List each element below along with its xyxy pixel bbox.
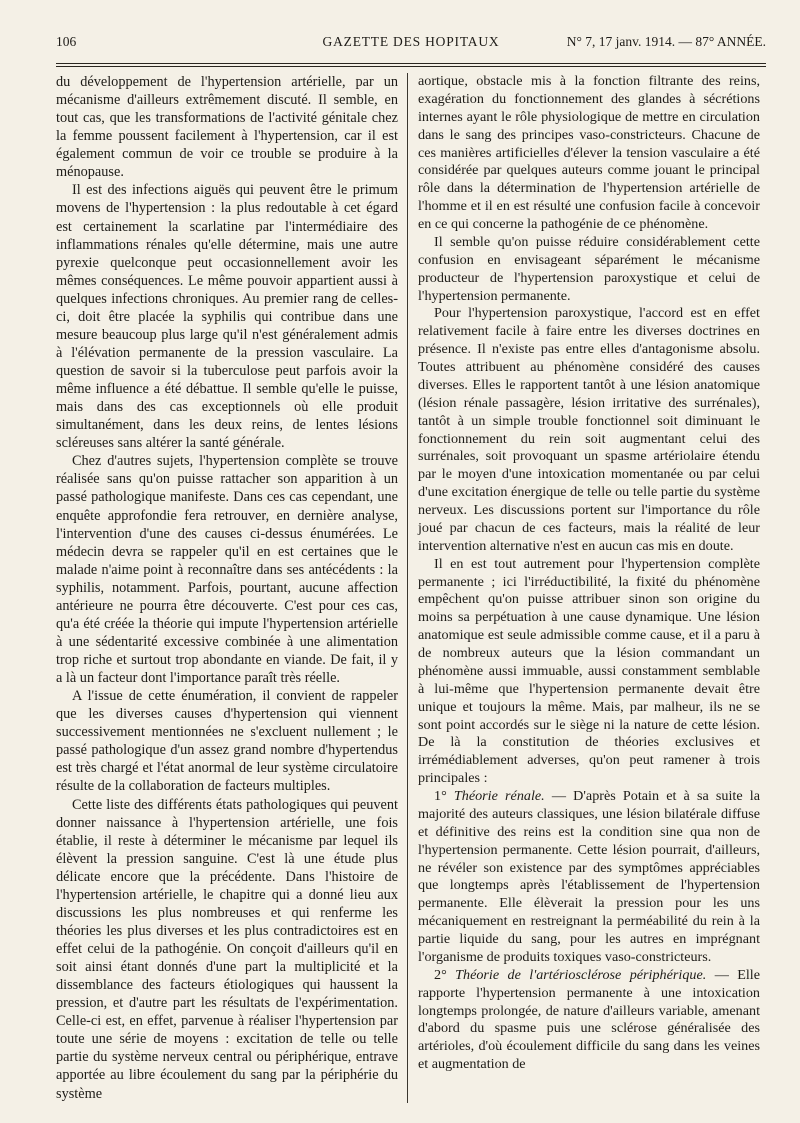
left-column <box>56 73 398 1103</box>
theory-title: Théorie de l'artériosclérose périphérique. <box>455 966 707 983</box>
paragraph: Pour l'hypertension paroxystique, l'accord est en effet relativement facile à faire entre les diverses doctrines en présence. Il n'existe pas entre elles d'antagonisme absolu. Toutes attribuent au phénomène considéré des causes diverses. Elles le rapportent tantôt à une lésion anatomique (lésion rénale passagère, lésion irritative des surrénales), tantôt à un simple trouble fonctionnel soit diminuant le fonctionnement du rein soit augmentant celui des surrénales, soit provoquant un spasme artériolaire étendu par le moyen d'une intoxication momentanée ou par celui d'une excitation énergique de telle ou telle partie du système nerveux. Les discussions portent sur l'importance du rôle joué par chacun de ces facteurs, mais la réalité de leur intervention alternative n'est en aucun cas mis en doute. <box>418 305 760 554</box>
paragraph: Chez d'autres sujets, l'hypertension complète se trouve réalisée sans qu'on puisse rattacher son apparition à un passé pathologique manifeste. Dans ces cas cependant, une enquête approfondie fera retrouver, en dernière analyse, l'intervention d'une des causes ci-dessus énumérées. Le médecin devra se rappeler qu'il en est certaines que le malade n'aime point à reconnaître dans ses antécédents : la syphilis, notamment. Parfois, pourtant, aucune affection antérieure ne pourra être découverte. C'est pour ces cas, qu'a été créée la théorie qui impute l'hypertension artérielle à une sédentarité excessive combinée à une alimentation trop riche et surtout trop abondante en viande. De fait, il y a là un facteur dont l'importance paraît très réelle. <box>56 453 398 687</box>
column-divider <box>407 73 408 1103</box>
header-rule-top <box>56 63 766 64</box>
paragraph: aortique, obstacle mis à la fonction filtrante des reins, exagération du fonctionnement des glandes à sécrétions internes ayant le rôle physiologique de mettre en circulation dans le sang des principes vaso-constricteurs. Chacune de ces manières artificielles d'élever la tension vasculaire a été considérée par quelques auteurs comme jouant le principal rôle dans la détermination de l'hypertension artérielle de l'homme et il en est résulté une confusion facile à concevoir en ce qui concerne la pathogénie de ce phénomène. <box>418 73 760 232</box>
theory-renale-paragraph <box>418 788 760 967</box>
paragraph: Il semble qu'on puisse réduire considérablement cette confusion en envisageant séparément le mécanisme producteur de l'hypertension paroxystique et celui de l'hypertension permanente. <box>418 233 760 304</box>
theory-number: 1° <box>434 788 447 804</box>
theory-number: 2° <box>434 966 447 983</box>
paragraph: Il en est tout autrement pour l'hypertension complète permanente ; ici l'irréductibilité, la fixité du phénomène empêchent qu'on puisse attribuer sinon son origine du moins sa perpétuation à une cause dynamique. Une lésion anatomique est seule admissible comme cause, et il a paru à de nombreux auteurs que la lésion commandant un phénomène aussi immuable, aussi constamment semblable à lui-même que l'hypertension permanente devait être unique et toujours la même. Mais, par malheur, ils ne se sont point accordés sur le siège ni la nature de cette lésion. De là la constitution de théories exclusives et irrémédiablement adverses, qu'on peut ramener à trois principales : <box>418 555 760 787</box>
issue-info: N° 7, 17 janv. 1914. — 87° ANNÉE. <box>566 34 766 49</box>
theory-arteriosclerose-paragraph <box>418 967 760 1074</box>
paragraph: Cette liste des différents états pathologiques qui peuvent donner naissance à l'hypertension artérielle, une fois établie, il reste à déterminer le mécanisme par lequel ils élèvent la pression sanguine. C'est là une étude plus délicate encore que la précédente. Dans l'histoire de l'hypertension artérielle, le chapitre qui a donné lieu aux discussions les plus nombreuses et qui renferme les théories les plus diverses et les plus contradictoires est en effet celui de la pathogénie. On conçoit d'ailleurs qu'il en soit ainsi étant donnés d'une part la multiplicité et la dissemblance des facteurs étiologiques qui haussent la pression, et d'autre part les résultats de l'expérimentation. Celle-ci est, en effet, parvenue à réaliser l'hypertension par toute une série de moyens : excitation de telle ou telle partie du système nerveux central ou périphérique, entrave apportée au libre écoulement du sang par la périphérie du système <box>56 796 398 1102</box>
paragraph: Il est des infections aiguës qui peuvent être le primum movens de l'hypertension : la plus redoutable à cet égard est certainement la scarlatine par l'intermédiaire des inflammations rénales qu'elle détermine, mais une autre pyrexie quelconque peut occasionnellement avoir les mêmes conséquences. Le même pouvoir appartient aussi à quelques infections chroniques. Au premier rang de celles-ci, doit être placée la syphilis qui contribue dans une mesure beaucoup plus large qu'il n'est généralement admis à l'élévation permanente de la pression vasculaire. La question de savoir si la tuberculose peut parfois avoir la même influence a été débattue. Il semble qu'elle le puisse, mais dans des cas exceptionnels où elle produit simultanément, dans les deux reins, de lentes lésions scléreuses sans altérer la santé générale. <box>56 182 398 452</box>
page-header <box>56 34 766 54</box>
theory-title: Théorie rénale. <box>453 788 545 804</box>
page-number: 106 <box>56 34 77 49</box>
paragraph: du développement de l'hypertension artérielle, par un mécanisme d'ailleurs extrêmement discuté. Il semble, en tout cas, que les transformations de l'activité génitale chez la femme poussent facilement à l'hypertension, car il est également commun de voir ce trouble se produire à la ménopause. <box>56 74 398 181</box>
right-column <box>418 73 760 1074</box>
theory-text: — D'après Potain et à sa suite la majorité des auteurs classiques, une lésion bilatérale diffuse et définitive des reins est la condition sine qua non de l'hypertension permanente. Cette lésion pourrait, d'ailleurs, ne révéler son existence par des symptômes appréciables que longtemps après l'établissement de l'hypertension permanente. Elle élèverait la pression pour les uns mécaniquement en restreignant la perméabilité du rein à la partie liquide du sang, pour les autres en imprégnant l'organisme de produits toxiques vaso-constricteurs. <box>418 788 760 965</box>
paragraph: A l'issue de cette énumération, il convient de rappeler que les diverses causes d'hypertension qui viennent successivement mentionnées ne s'excluent nullement ; le passé pathologique d'un assez grand nombre d'hypertendus est très chargé et l'état anormal de leur système circulatoire résulte de la collaboration de facteurs multiples. <box>56 688 398 795</box>
theory-text: — Elle rapporte l'hypertension permanente à une intoxication longtemps prolongée, de nature d'ailleurs variable, amenant d'abord du spasme puis une sclérose généralisée des artérioles, d'où écoulement difficile du sang dans les veines et augmentation de <box>418 966 760 1073</box>
header-rule-bottom <box>56 66 766 67</box>
journal-title: GAZETTE DES HOPITAUX <box>322 34 500 49</box>
